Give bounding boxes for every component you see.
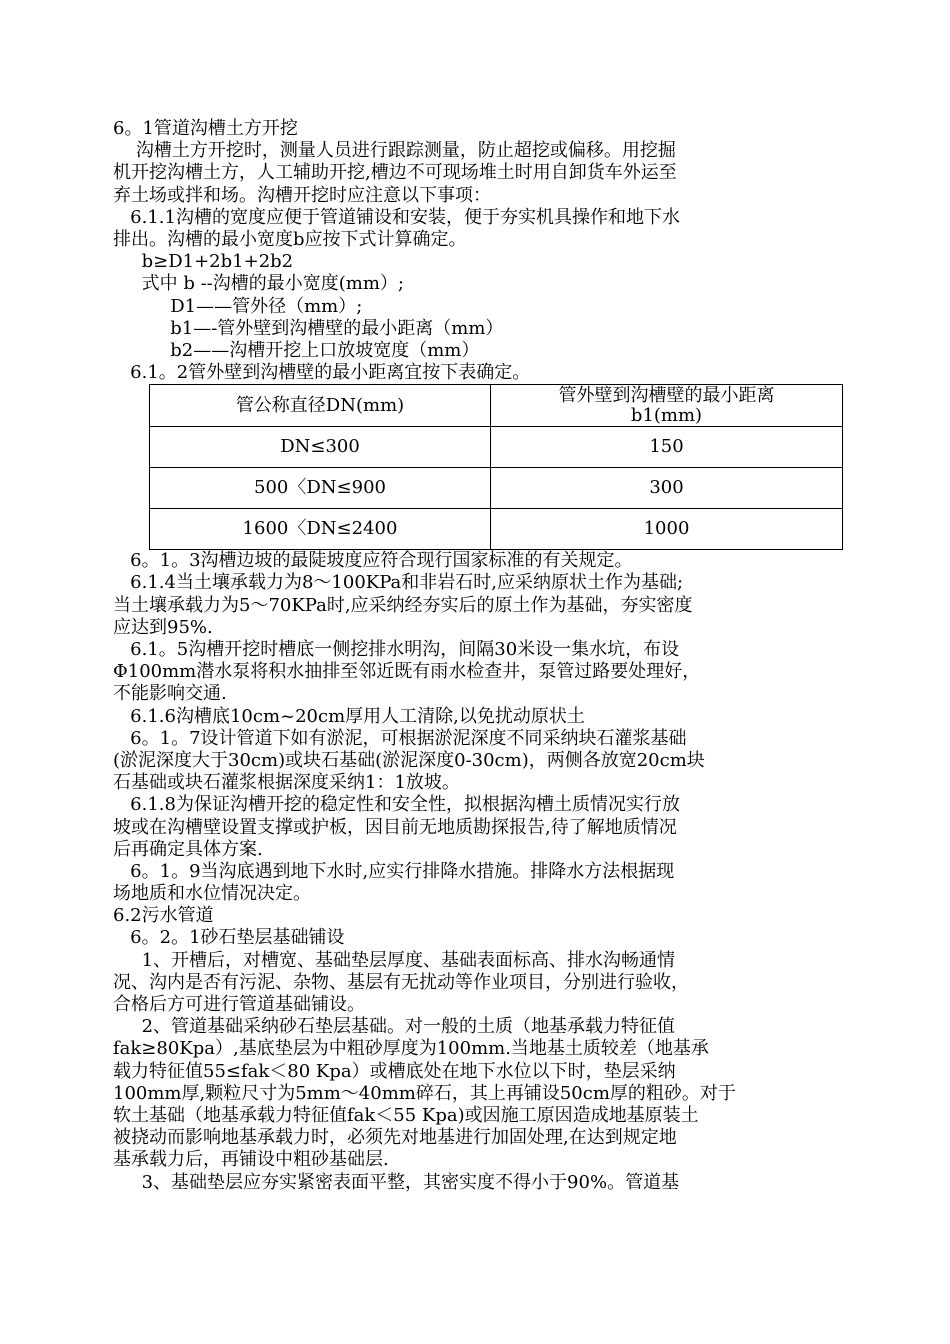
text-line: 6.1.8为保证沟槽开挖的稳定性和安全性，拟根据沟槽土质情况实行放 — [113, 794, 680, 816]
text-line: 坡或在沟槽壁设置支撑或护板，因目前无地质勘探报告,待了解地质情况 — [113, 816, 677, 838]
table-row — [150, 509, 843, 550]
table-header-distance-line1: 管外壁到沟槽壁的最小距离 — [558, 384, 775, 406]
table-cell-dn: DN≤300 — [150, 427, 491, 468]
table-row — [150, 468, 843, 509]
text-line: b≥D1+2b1+2b2 — [113, 251, 294, 273]
text-line: 不能影响交通. — [113, 683, 227, 705]
text-line: 100mm厚,颗粒尺寸为5mm～40mm碎石，其上再铺设50cm厚的粗砂。对于 — [113, 1082, 736, 1104]
text-line: 况、沟内是否有污泥、杂物、基层有无扰动等作业项目，分别进行验收， — [113, 971, 689, 993]
table-cell-b1: 300 — [491, 468, 843, 509]
table-cell-b1: 150 — [491, 427, 843, 468]
text-line: 6。1。7设计管道下如有淤泥，可根据淤泥深度不同采纳块石灌浆基础 — [113, 727, 687, 749]
text-line: 6.1。5沟槽开挖时槽底一侧挖排水明沟，间隔30米设一集水坑，布设 — [113, 639, 680, 660]
text-line: 6.1.4当土壤承载力为8～100KPa和非岩石时,应采纳原状土作为基础; — [113, 572, 684, 594]
text-line: fak≥80Kpa）,基底垫层为中粗砂厚度为100mm.当地基土质较差（地基承 — [113, 1038, 709, 1060]
text-line: 弃土场或拌和场。沟槽开挖时应注意以下事项： — [113, 184, 491, 206]
table-header-distance-unit: b1(mm) — [630, 404, 703, 426]
text-line: 基承载力后，再铺设中粗砂基础层. — [113, 1149, 389, 1171]
text-line: 2、管道基础采纳砂石垫层基础。对一般的土质（地基承载力特征值 — [113, 1016, 676, 1038]
table-header-distance — [491, 385, 843, 427]
text-line: D1——管外径（mm）; — [113, 295, 363, 317]
text-line: 当土壤承载力为5～70KPa时,应采纳经夯实后的原土作为基础，夯实密度 — [113, 594, 693, 616]
text-line: 6.1.1沟槽的宽度应便于管道铺设和安装，便于夯实机具操作和地下水 — [113, 206, 680, 228]
section-6-1-6-2-text — [113, 550, 843, 1193]
text-line: b2——沟槽开挖上口放坡宽度（mm） — [113, 339, 480, 361]
text-line: 场地质和水位情况决定。 — [113, 883, 311, 905]
text-line: 后再确定具体方案. — [113, 838, 263, 860]
text-line: 石基础或块石灌浆根据深度采纳1：1放坡。 — [113, 772, 460, 794]
document-page — [113, 118, 843, 1194]
text-line: 6。1。9当沟底遇到地下水时,应实行排降水措施。排降水方法根据现 — [113, 860, 675, 882]
text-line: 6。1管道沟槽土方开挖 — [113, 118, 298, 139]
text-line: 应达到95%. — [113, 616, 213, 638]
text-line: 合格后方可进行管道基础铺设。 — [113, 994, 365, 1015]
text-line: 3、基础垫层应夯实紧密表面平整，其密实度不得小于90%。管道基 — [113, 1171, 680, 1193]
text-line: 被挠动而影响地基承载力时，必须先对地基进行加固处理,在达到规定地 — [113, 1127, 677, 1149]
text-line: 沟槽土方开挖时，测量人员进行跟踪测量，防止超挖或偏移。用挖掘 — [113, 140, 676, 162]
text-line: 载力特征值55≤fak＜80 Kpa）或槽底处在地下水位以下时，垫层采纳 — [113, 1060, 676, 1082]
table-cell-dn: 1600〈DN≤2400 — [150, 509, 491, 550]
table-cell-b1: 1000 — [491, 509, 843, 550]
text-line: 6。2。1砂石垫层基础铺设 — [113, 927, 345, 949]
text-line: 1、开槽后，对槽宽、基础垫层厚度、基础表面标高、排水沟畅通情 — [113, 949, 676, 971]
text-line: Φ100mm潜水泵将积水抽排至邻近既有雨水检查井，泵管过路要处理好， — [113, 661, 701, 683]
text-line: (淤泥深度大于30cm)或块石基础(淤泥深度0-30cm)，两侧各放宽20cm块 — [113, 749, 705, 771]
text-line: 6.2污水管道 — [113, 905, 214, 927]
text-line: 6.1.6沟槽底10cm~20cm厚用人工清除,以免扰动原状土 — [113, 705, 585, 727]
text-line: 6。1。3沟槽边坡的最陡坡度应符合现行国家标准的有关规定。 — [113, 550, 633, 572]
text-line: b1—-管外壁到沟槽壁的最小距离（mm） — [113, 317, 504, 339]
text-line: 机开挖沟槽土方，人工辅助开挖,槽边不可现场堆土时用自卸货车外运至 — [113, 162, 677, 184]
min-distance-table — [149, 384, 843, 550]
text-line: 式中 b --沟槽的最小宽度(mm）; — [113, 273, 404, 295]
text-line: 排出。沟槽的最小宽度b应按下式计算确定。 — [113, 228, 467, 250]
table-header-row — [150, 385, 843, 427]
table-cell-dn: 500〈DN≤900 — [150, 468, 491, 509]
table-header-dn: 管公称直径DN(mm) — [150, 385, 491, 427]
text-line: 6.1。2管外壁到沟槽壁的最小距离宜按下表确定。 — [113, 362, 531, 384]
table-row — [150, 427, 843, 468]
section-6-1-text — [113, 118, 843, 384]
text-line: 软土基础（地基承载力特征值fak＜55 Kpa)或因施工原因造成地基原装土 — [113, 1104, 699, 1126]
